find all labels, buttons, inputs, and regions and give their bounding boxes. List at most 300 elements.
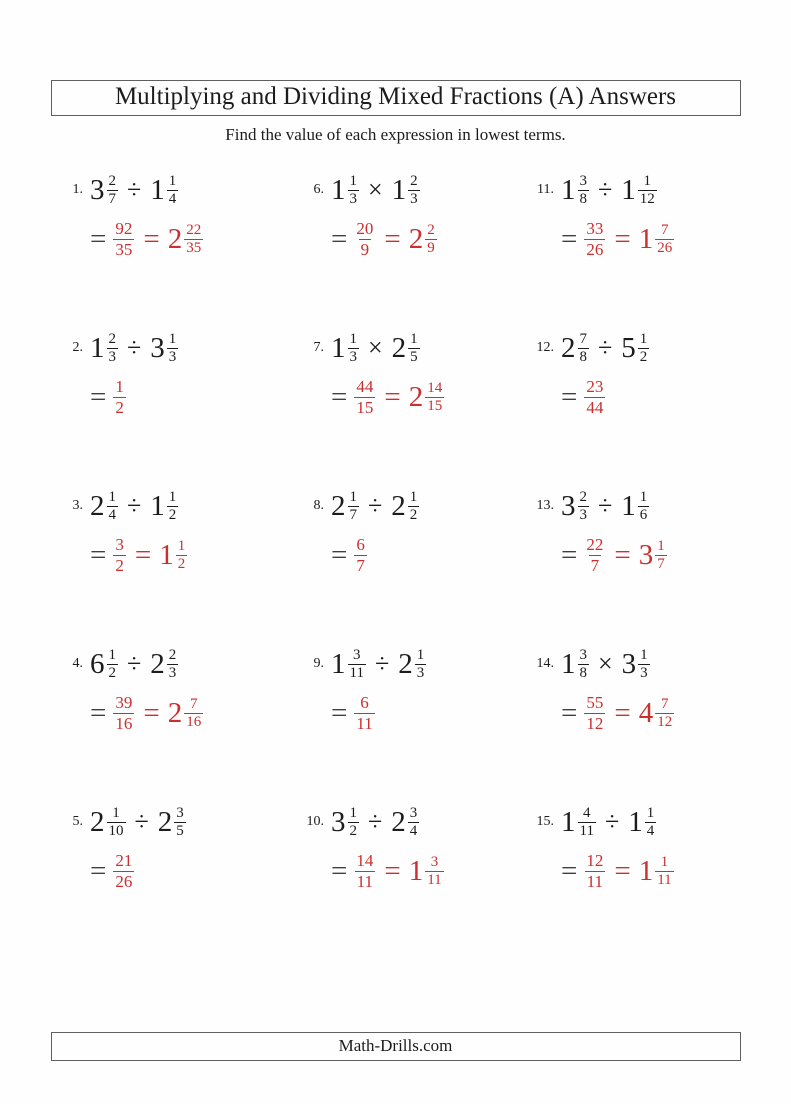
operand-a: [90, 805, 126, 840]
operator: ×: [368, 333, 383, 362]
problem: [527, 640, 777, 798]
expression-line: [527, 640, 777, 688]
operand-b-numerator: 1: [639, 488, 648, 505]
answer-mixed-number: [168, 222, 204, 257]
problem-number: 11.: [537, 182, 554, 197]
operand-b-denominator: 3: [416, 664, 425, 681]
operand-a: [90, 331, 118, 366]
operand-a-fraction: [578, 173, 590, 208]
answer-fraction-denominator: 11: [356, 871, 374, 891]
answer-mixed-number: [639, 538, 667, 573]
answer-mixed-number: [639, 696, 675, 731]
expression-line: [56, 798, 297, 846]
answer-fraction-denominator: 7: [356, 555, 365, 575]
operand-a-fraction: [578, 647, 590, 682]
expression-line: [527, 482, 777, 530]
problem: [56, 640, 297, 798]
answer-fraction: [354, 377, 375, 416]
operand-b-whole: 2: [391, 489, 406, 522]
answer-mixed-whole: 2: [408, 222, 424, 255]
answer-fraction: [113, 535, 126, 574]
problem: [527, 166, 777, 324]
equals-sign: =: [331, 696, 348, 729]
operand-b-fraction: [174, 805, 186, 840]
answer-fraction: [584, 535, 605, 574]
answer-line: [561, 531, 777, 579]
answer-mixed-numerator: 22: [186, 221, 202, 238]
operand-a-whole: 1: [90, 331, 105, 364]
operand-a-fraction: [578, 489, 590, 524]
problem: [527, 798, 777, 956]
operand-b-denominator: 4: [646, 822, 655, 839]
operand-a: [331, 805, 359, 840]
operator: ÷: [368, 491, 383, 520]
equals-sign-2: =: [143, 696, 160, 729]
operand-b-fraction: [408, 489, 420, 524]
answer-mixed-whole: 1: [159, 538, 174, 571]
problem-number: 13.: [536, 498, 554, 513]
equals-sign-2: =: [143, 222, 160, 255]
operand-a-denominator: 8: [579, 348, 587, 365]
answer-mixed-fraction: [425, 380, 444, 415]
answer-mixed-whole: 1: [408, 854, 424, 887]
problem-number: 4.: [72, 656, 83, 671]
operand-a: [90, 647, 118, 682]
expression-line: [527, 166, 777, 214]
expression-line: [297, 324, 527, 372]
answer-line: [331, 215, 527, 263]
operand-a: [331, 489, 359, 524]
worksheet-title-box: [51, 80, 741, 116]
equals-sign-2: =: [134, 538, 152, 571]
operand-a-numerator: 1: [349, 488, 357, 505]
answer-fraction-numerator: 44: [356, 377, 374, 397]
answer-mixed-whole: 4: [638, 696, 654, 729]
answer-mixed-numerator: 7: [660, 221, 669, 238]
equals-sign-2: =: [384, 380, 401, 413]
problem: [56, 482, 297, 640]
answer-mixed-denominator: 35: [186, 239, 202, 256]
operand-a-numerator: 2: [108, 330, 116, 347]
answer-fraction: [354, 535, 367, 574]
operand-b: [158, 805, 186, 840]
operand-a: [90, 173, 118, 208]
operand-a-denominator: 11: [349, 664, 364, 681]
operator: ×: [368, 175, 383, 204]
operand-b-numerator: 1: [409, 488, 418, 505]
operand-a-fraction: [107, 331, 119, 366]
problem: [297, 640, 527, 798]
operand-a-denominator: 3: [349, 190, 357, 207]
operand-b-fraction: [167, 647, 179, 682]
operand-b-fraction: [167, 173, 179, 208]
answer-mixed-number: [409, 854, 444, 889]
equals-sign-2: =: [384, 222, 401, 255]
operand-a-denominator: 8: [579, 190, 587, 207]
answer-mixed-fraction: [184, 222, 203, 257]
equals-sign: =: [90, 222, 107, 255]
operand-a-whole: 3: [90, 173, 105, 206]
footer-brand: Math-Drills.com: [338, 1036, 453, 1055]
operand-a-denominator: 10: [108, 822, 124, 839]
answer-mixed-numerator: 1: [660, 853, 669, 870]
answer-fraction-numerator: 39: [115, 693, 133, 713]
answer-mixed-numerator: 3: [430, 853, 439, 870]
answer-mixed-whole: 2: [167, 222, 183, 255]
operator: ÷: [127, 333, 142, 362]
expression-line: [527, 798, 777, 846]
operand-b-whole: 2: [398, 647, 413, 680]
answer-fraction: [584, 693, 605, 732]
operand-b: [150, 173, 178, 208]
equals-sign: =: [331, 380, 348, 413]
answer-line: [331, 531, 527, 579]
operand-b-whole: 2: [150, 647, 165, 680]
operand-a-denominator: 3: [579, 506, 587, 523]
operator: ÷: [598, 491, 613, 520]
operand-b-denominator: 4: [409, 822, 418, 839]
equals-sign: =: [331, 222, 348, 255]
operand-b-denominator: 12: [639, 190, 655, 207]
answer-fraction-denominator: 35: [115, 239, 133, 259]
operand-b-denominator: 2: [409, 506, 418, 523]
operand-a-fraction: [107, 173, 119, 208]
operand-b-numerator: 2: [410, 172, 418, 189]
operand-a: [561, 173, 589, 208]
worksheet-title: Multiplying and Dividing Mixed Fractions (A) Answers: [114, 83, 677, 110]
operator: ÷: [127, 175, 142, 204]
answer-mixed-number: [409, 222, 437, 257]
answer-line: [90, 689, 297, 737]
operand-a-denominator: 8: [579, 664, 587, 681]
operand-b: [150, 331, 178, 366]
operand-a-denominator: 11: [579, 822, 594, 839]
answer-fraction-numerator: 23: [586, 377, 604, 397]
operand-a-fraction: [107, 489, 119, 524]
answer-mixed-fraction: [184, 696, 203, 731]
equals-sign: =: [561, 854, 578, 887]
operand-a-whole: 1: [561, 173, 576, 206]
operand-a: [331, 647, 366, 682]
operand-b: [392, 331, 420, 366]
equals-sign: =: [561, 222, 578, 255]
operand-b: [622, 647, 650, 682]
operand-a-fraction: [348, 489, 360, 524]
operand-b-whole: 1: [621, 489, 636, 522]
operand-a-whole: 2: [90, 489, 105, 522]
operand-b: [621, 489, 649, 524]
equals-sign-2: =: [384, 854, 401, 887]
answer-fraction: [584, 377, 605, 416]
problem-number: 1.: [72, 182, 83, 197]
operand-b-denominator: 2: [639, 348, 648, 365]
operand-a-numerator: 3: [352, 646, 361, 663]
operand-b-numerator: 1: [639, 330, 648, 347]
operand-a-whole: 2: [331, 489, 346, 522]
answer-mixed-whole: 3: [638, 538, 654, 571]
answer-mixed-number: [409, 380, 445, 415]
operand-b: [392, 173, 420, 208]
answer-line: [561, 215, 777, 263]
problem-number: 10.: [306, 814, 324, 829]
operand-b: [628, 805, 656, 840]
operand-b-numerator: 1: [168, 488, 177, 505]
problem-number: 9.: [313, 656, 324, 671]
answer-fraction-numerator: 3: [115, 535, 124, 555]
answer-fraction-numerator: 21: [115, 851, 133, 871]
operand-a-fraction: [348, 805, 360, 840]
operand-b: [150, 647, 178, 682]
operand-b-denominator: 5: [176, 822, 184, 839]
operand-b-fraction: [167, 331, 179, 366]
problem-number: 5.: [72, 814, 83, 829]
answer-mixed-fraction: [655, 854, 673, 889]
operand-b-denominator: 2: [168, 506, 177, 523]
answer-fraction-denominator: 15: [356, 397, 374, 417]
operand-b: [621, 173, 657, 208]
operand-a: [331, 331, 359, 366]
answer-line: [90, 847, 297, 895]
operand-a-numerator: 1: [108, 646, 116, 663]
answer-line: [561, 689, 777, 737]
problem-number: 14.: [536, 656, 554, 671]
operand-b-numerator: 1: [643, 172, 652, 189]
operand-b-denominator: 6: [639, 506, 648, 523]
operand-a-numerator: 1: [108, 488, 116, 505]
answer-mixed-denominator: 11: [427, 871, 442, 888]
equals-sign-2: =: [614, 854, 631, 887]
expression-line: [527, 324, 777, 372]
answer-mixed-fraction: [655, 222, 674, 257]
answer-mixed-denominator: 9: [427, 239, 435, 256]
equals-sign: =: [331, 538, 348, 571]
operand-b-whole: 1: [150, 173, 165, 206]
answer-fraction-denominator: 26: [586, 239, 604, 259]
operand-b: [398, 647, 426, 682]
problem-number: 8.: [313, 498, 324, 513]
operand-a-numerator: 2: [108, 172, 116, 189]
answer-mixed-denominator: 7: [657, 555, 665, 572]
operand-a-fraction: [578, 331, 590, 366]
answer-mixed-number: [159, 538, 187, 573]
answer-mixed-number: [639, 222, 675, 257]
operand-a-denominator: 3: [349, 348, 357, 365]
operand-a-denominator: 2: [108, 664, 116, 681]
answer-line: [331, 847, 527, 895]
operand-b-numerator: 1: [640, 646, 648, 663]
answer-fraction-denominator: 26: [115, 871, 133, 891]
answer-fraction: [113, 851, 134, 890]
operand-a: [561, 805, 596, 840]
operand-b-numerator: 2: [168, 646, 177, 663]
operand-a-whole: 6: [90, 647, 105, 680]
answer-mixed-denominator: 2: [177, 555, 186, 572]
operand-b: [621, 331, 649, 366]
operand-a-denominator: 7: [349, 506, 357, 523]
operand-a-whole: 1: [561, 647, 576, 680]
answer-mixed-numerator: 7: [660, 695, 669, 712]
answer-line: [90, 373, 297, 421]
answer-line: [331, 689, 527, 737]
equals-sign: =: [561, 538, 578, 571]
operand-a-numerator: 7: [579, 330, 587, 347]
answer-mixed-whole: 2: [167, 696, 183, 729]
operand-b-fraction: [638, 173, 657, 208]
problem: [527, 324, 777, 482]
answer-fraction-numerator: 22: [586, 535, 604, 555]
equals-sign: =: [90, 538, 107, 571]
answer-fraction-numerator: 14: [356, 851, 374, 871]
answer-fraction-denominator: 11: [356, 713, 373, 733]
operand-b-whole: 1: [150, 489, 165, 522]
operand-b-numerator: 3: [176, 804, 184, 821]
answer-mixed-denominator: 11: [657, 871, 672, 888]
operand-b-numerator: 1: [168, 172, 177, 189]
operand-b-whole: 2: [391, 805, 406, 838]
operand-b-denominator: 3: [640, 664, 648, 681]
operator: ÷: [374, 649, 390, 678]
operand-a: [561, 331, 589, 366]
operand-b: [391, 805, 419, 840]
operand-a-numerator: 1: [349, 804, 357, 821]
operand-b-numerator: 1: [646, 804, 655, 821]
operand-b-whole: 3: [150, 331, 165, 364]
answer-fraction-denominator: 16: [115, 713, 133, 733]
expression-line: [56, 166, 297, 214]
problem: [56, 166, 297, 324]
operator: ÷: [598, 175, 613, 204]
answer-fraction-numerator: 33: [586, 219, 604, 239]
operand-b-fraction: [408, 805, 420, 840]
expression-line: [56, 482, 297, 530]
answer-mixed-number: [639, 854, 674, 889]
problem: [56, 798, 297, 956]
expression-line: [297, 166, 527, 214]
equals-sign-2: =: [614, 538, 631, 571]
operand-a-whole: 2: [90, 805, 105, 838]
footer-box: [51, 1032, 741, 1061]
operand-a-fraction: [348, 647, 366, 682]
problem-number: 2.: [72, 340, 83, 355]
problem: [56, 324, 297, 482]
equals-sign: =: [561, 380, 578, 413]
answer-fraction-denominator: 9: [360, 239, 370, 259]
operand-b-whole: 1: [628, 805, 643, 838]
operator: ÷: [127, 649, 142, 678]
answer-fraction-denominator: 2: [115, 555, 124, 575]
answer-line: [90, 531, 297, 579]
operand-a-denominator: 2: [349, 822, 357, 839]
answer-fraction-numerator: 92: [115, 219, 133, 239]
answer-fraction-numerator: 55: [586, 693, 604, 713]
problem-number: 15.: [536, 814, 554, 829]
operand-b-numerator: 1: [168, 330, 177, 347]
equals-sign: =: [90, 696, 107, 729]
operand-a: [90, 489, 118, 524]
answer-fraction-denominator: 7: [590, 555, 600, 575]
operand-a-whole: 1: [331, 173, 346, 206]
operand-a-whole: 1: [331, 647, 346, 680]
expression-line: [56, 324, 297, 372]
problem: [297, 798, 527, 956]
operand-a-numerator: 2: [579, 488, 587, 505]
answer-mixed-numerator: 1: [657, 537, 665, 554]
answer-fraction-numerator: 20: [356, 219, 374, 239]
expression-line: [297, 482, 527, 530]
problem-number: 7.: [313, 340, 324, 355]
operand-a-whole: 1: [331, 331, 346, 364]
operand-b-fraction: [408, 331, 420, 366]
operand-b-fraction: [645, 805, 657, 840]
answer-mixed-number: [168, 696, 204, 731]
answer-mixed-fraction: [655, 696, 674, 731]
operand-a-fraction: [578, 805, 596, 840]
problem: [527, 482, 777, 640]
operand-a-denominator: 7: [108, 190, 116, 207]
answer-line: [561, 847, 777, 895]
answer-fraction: [354, 219, 375, 258]
operator: ÷: [134, 807, 149, 836]
answer-mixed-whole: 1: [638, 854, 654, 887]
answer-mixed-numerator: 7: [189, 695, 198, 712]
operand-a-fraction: [348, 173, 360, 208]
operand-b-whole: 1: [391, 173, 407, 206]
operand-a-numerator: 3: [579, 172, 587, 189]
problem-number: 6.: [313, 182, 324, 197]
answer-fraction-numerator: 6: [356, 535, 365, 555]
answer-fraction-denominator: 11: [586, 871, 604, 891]
operand-a-numerator: 1: [349, 330, 357, 347]
operand-b-whole: 2: [391, 331, 407, 364]
operand-b-denominator: 3: [168, 348, 177, 365]
answer-mixed-numerator: 1: [177, 537, 186, 554]
operand-a-numerator: 4: [582, 804, 591, 821]
answer-mixed-numerator: 14: [427, 379, 443, 396]
equals-sign: =: [331, 854, 348, 887]
operand-b-denominator: 5: [410, 348, 418, 365]
operand-a-whole: 3: [331, 805, 346, 838]
operand-b-denominator: 3: [410, 190, 418, 207]
answer-mixed-denominator: 26: [657, 239, 673, 256]
operand-b-whole: 3: [621, 647, 637, 680]
answer-fraction: [113, 693, 134, 732]
answer-line: [90, 215, 297, 263]
operand-a: [561, 489, 589, 524]
answer-fraction: [113, 377, 126, 416]
answer-fraction: [584, 219, 605, 258]
answer-fraction-denominator: 44: [586, 397, 604, 417]
operator: ×: [598, 649, 613, 678]
operand-a: [561, 647, 589, 682]
operand-b: [391, 489, 419, 524]
operand-b: [150, 489, 178, 524]
equals-sign: =: [561, 696, 578, 729]
operand-a-numerator: 1: [112, 804, 120, 821]
operand-b-fraction: [638, 331, 650, 366]
operand-b-whole: 1: [621, 173, 636, 206]
operand-a-denominator: 3: [108, 348, 116, 365]
problem: [297, 166, 527, 324]
operand-b-whole: 5: [621, 331, 636, 364]
operand-a-denominator: 4: [108, 506, 116, 523]
problem-number: 3.: [72, 498, 83, 513]
problem: [297, 324, 527, 482]
answer-mixed-fraction: [425, 854, 443, 889]
operand-b-fraction: [638, 647, 650, 682]
answer-fraction: [584, 851, 605, 890]
answer-mixed-denominator: 12: [657, 713, 673, 730]
answer-fraction-denominator: 2: [115, 397, 124, 417]
